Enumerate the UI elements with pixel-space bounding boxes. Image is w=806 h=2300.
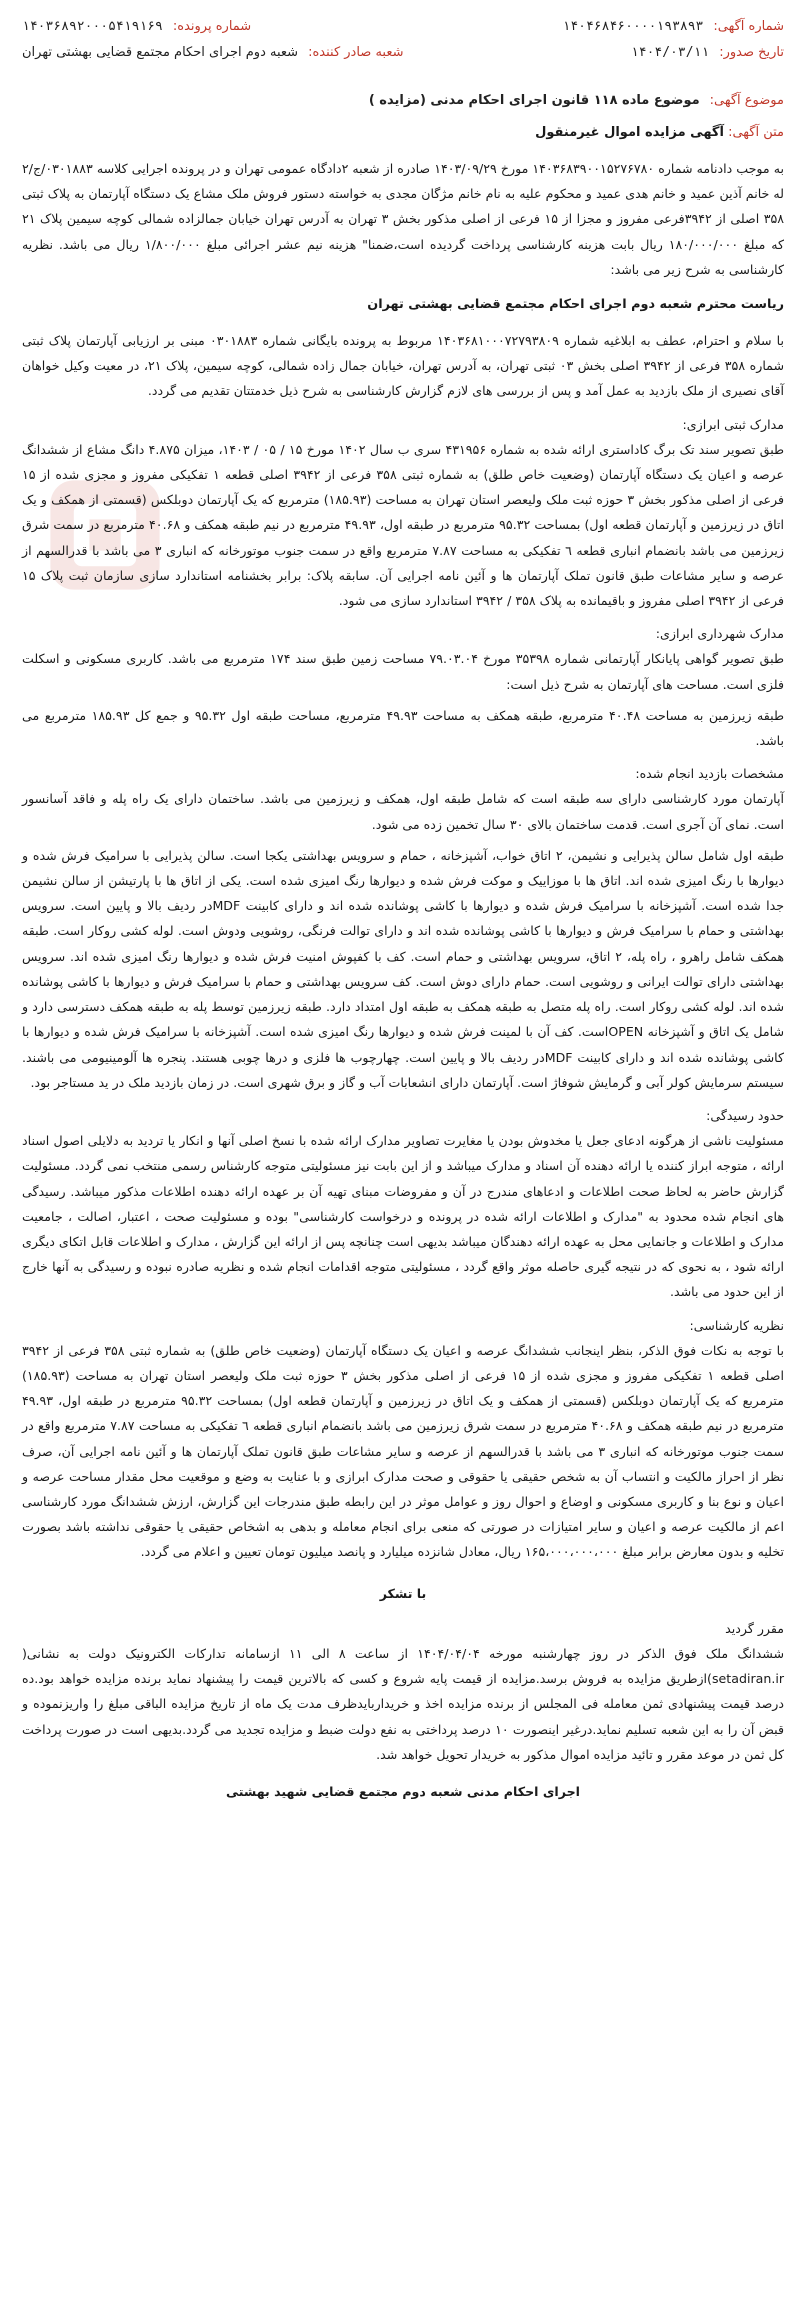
addressee: ریاست محترم شعبه دوم اجرای احکام مجتمع قضایی بهشتی تهران [367, 297, 784, 313]
municipal-paragraph: طبق تصویر گواهی پایانکار آپارتمانی شماره ۳۵۳۹۸ مورخ ۷۹.۰۳.۰۴ مساحت زمین طبق سند ۱۷۴ مترمربع می باشد. کاربری مسکونی و اسکلت فلزی است. مساحت های آپارتمان به شرح ذیل است: [22, 651, 784, 692]
registration-paragraph: طبق تصویر سند تک برگ کاداستری ارائه شده به شماره ۴۳۱۹۵۶ سری ب سال ۱۴۰۲ مورخ ۱۵ / ۰۵ / ۱۴۰۳، میزان ۴.۸۷۵ دانگ مشاع از ششدانگ عرصه و اعیان یک دستگاه آپارتمان (وضعیت خاص طلق) به شماره ثبتی ۳۵۸ فرعی از ۳۹۴۲ اصلی قطعه ۱ تفکیکی مفروز و مجزی شده از ۱۵ فرعی از اصلی مذکور بخش ۳ حوزه ثبت ملک ولیعصر استان تهران به مساحت (۱۸۵.۹۳) مترمربع که یک آپارتمان دوبلکس (قسمتی از همکف و یک اتاق در زیرزمین و آپارتمان قطعه اول) بمساحت ۹۵.۳۲ مترمربع در طبقه اول، ۴۹.۹۳ مترمربع در نیم طبقه همکف و ۴۰.۶۸ مترمربع در سمت شرق زیرزمین می باشد بانضمام انباری قطعه ٦ تفکیکی به مساحت ۷.۸۷ مترمربع واقع در سمت جنوب موتورخانه که انباری ۳ می باشد با قدرالسهم از عرصه و سایر مشاعات طبق قانون تملک آپارتمان ها و آئین نامه اجرایی آن. سابقه پلاک: برابر بخشنامه استاندارد سازی سازمان ثبت پلاک ۱۵ فرعی از ۳۹۴۲ اصلی مفروز و باقیمانده به پلاک ۳۵۸ / ۳۹۴۲ استاندارد سازی می شود. [22, 441, 785, 609]
ad-number-row [563, 14, 785, 40]
visit-paragraph-2: طبقه اول شامل سالن پذیرایی و نشیمن، ۲ اتاق خواب، آشپزخانه ، حمام و سرویس بهداشتی یکجا است. سالن پذیرایی با سرامیک فرش شده و دیوارها با رنگ امیزی شده اند. اتاق ها با موزاییک و موکت فرش شده و دیوارها رنگ امیزی شده است. یکی از اتاق ها با پارتیشن از سالن نشیمن جدا شده است. آشپزخانه با سرامیک فرش شده و دیوارها با کاشی پوشانده شده اند و دارای کابینت MDFدر ردیف بالا و پایین است. سرویس بهداشتی و حمام با سرامیک فرش و دیوارها با کاشی پوشانده شده اند و دارای توالت فرنگی، روشویی ودوش است. لوله کشی روکار است. طبقه همکف شامل راهرو ، راه پله، ۲ اتاق، سرویس بهداشتی و حمام است. کف با کفپوش امنیت فرش شده و دیوارها رنگ امیزی شده اند. سرویس بهداشتی دارای توالت ایرانی و روشویی است. حمام دارای دوش است. کف سرویس بهداشتی و حمام با سرامیک فرش و دیوارها با کاشی پوشانده شده اند. لوله کشی روکار است. راه پله متصل به طبقه همکف به طبقه اول امتداد دارد. طبقه زیرزمین توسط پله به طبقه همکف دسترسی دارد و شامل یک اتاق و آشپزخانه OPENاست. کف آن با لمینت فرش شده و دیوارها رنگ امیزی شده است. آشپزخانه با سرامیک فرش شده و دیوارها با کاشی پوشانده شده اند و دارای کابینت MDFدر ردیف بالا و پایین است. چهارچوب ها فلزی و درها چوبی هستند. پنجره ها آلومینیومی می باشند. سیستم سرمایش کولر آبی و گرمایش شوفاژ است. آپارتمان دارای انشعابات آب و گاز و برق شهری است. در زمان بازدید ملک در ید مستاجر بود. [22, 847, 785, 1090]
visit-heading: مشخصات بازدید انجام شده: [635, 766, 784, 782]
file-number-label: شماره پرونده: [172, 19, 252, 34]
topic-row [22, 88, 784, 114]
greeting-paragraph: با سلام و احترام، عطف به ابلاغیه شماره ۱۴۰۳۶۸۱۰۰۰۷۲۷۹۳۸۰۹ مربوط به پرونده بایگانی شماره ۰۳۰۱۸۸۳ مبنی بر ارزیابی آپارتمان پلاک ثبتی شماره ۳۵۸ فرعی از ۳۹۴۲ اصلی بخش ۰۳ ثبتی تهران، به آدرس تهران، خیابان جمال زاده شمالی، کوچه سیمین، پلاک ۲۱، در معیت وکیل خواهان آقای نصیری از ملک بازدید به عمل آمد و پس از بررسی های لازم گزارش کارشناسی به شرح ذیل خدمتتان تقدیم می گردد. [22, 333, 785, 399]
intro-paragraph: به موجب دادنامه شماره ۱۴۰۳۶۸۳۹۰۰۱۵۲۷۶۷۸۰ مورخ ۱۴۰۳/۰۹/۲۹ صادره از شعبه ۲دادگاه عمومی تهران و در پرونده اجرایی کلاسه ۰۳۰۱۸۸۳/ج/۲ له خانم آذین عمید و خانم هدی عمید و محکوم علیه به نام خانم مژگان مجدی به خواسته دستور فروش ملک مشاع یک دستگاه آپارتمان به پلاک ثبتی ۳۵۸ اصلی از ۳۹۴۲فرعی مفروز و مجزا از ۱۵ فرعی از اصلی مذکور بخش ۳ تهران به آدرس تهران خیابان جمالزاده شمالی کوچه سیمین پلاک ۲۱ که مبلغ ۱۸۰/۰۰۰/۰۰۰ ریال بابت هزینه کارشناسی پرداخت گردیده است،ضمنا" هزینه نیم عشر اجرائی مبلغ ۱/۸۰۰/۰۰۰ ریال می باشد. نظریه کارشناسی به شرح زیر می باشد: [22, 161, 785, 277]
notice-meta [22, 14, 784, 40]
opinion-heading: نظریه کارشناسی: [689, 1317, 784, 1333]
auction-paragraph: ششدانگ ملک فوق الذکر در روز چهارشنبه مورخه ۱۴۰۴/۰۴/۰۴ از ساعت ۸ الی ۱۱ ازسامانه تدارکات الکترونیک دولت به نشانی( setadiran.ir)ازطریق مزایده به فروش برسد.مزایده از قیمت پایه شروع و کسی که بالاترین قیمت را پیشنهاد نماید برنده مزایده خواهد بود.ده درصد قیمت پیشنهادی ثمن معامله فی المجلس از برنده مزایده اخذ و خریداربایدظرف مدت یک ماه از تاریخ مزایده الباقی مبلغ را واریزنموده و قبض آن را به این شعبه تسلیم نماید.درغیر اینصورت ۱۰ درصد پرداختی به نفع دولت ضبط و مزایده تجدید می گردد.بدیهی است در صورت پرداخت کل ثمن در موعد مقرر و تائید مزایده اموال مذکور به خریدار تحویل خواهد شد. [22, 1645, 784, 1762]
ad-text-row [22, 120, 784, 146]
file-number-row [22, 14, 251, 40]
ad-title: آگهی مزایده اموال غیرمنقول [535, 125, 724, 140]
registration-heading: مدارک ثبتی ابرازی: [682, 416, 784, 432]
issuer-label: شعبه صادر کننده: [308, 45, 404, 60]
issue-date-label: تاریخ صدور: [719, 45, 784, 60]
thanks-text: با تشکر [379, 1585, 427, 1601]
ad-number-label: شماره آگهی: [713, 19, 784, 34]
issuer-row [22, 40, 404, 66]
topic-value: موضوع ماده ۱۱۸ قانون اجرای احکام مدنی (مزایده ) [368, 93, 700, 108]
issue-date: ۱۴۰۴/۰۳/۱۱ [630, 45, 710, 60]
ad-number: ۱۴۰۴۶۸۴۶۰۰۰۰۱۹۳۸۹۳ [562, 19, 704, 34]
visit-paragraph-1: آپارتمان مورد کارشناسی دارای سه طبقه است که شامل طبقه اول، همکف و زیرزمین می باشد. ساختمان دارای یک راه پله و فاقد آسانسور است. نمای آن آجری است. قدمت ساختمان بالای ۳۰ سال تخمین زده می شود. [22, 791, 784, 832]
scope-heading: حدود رسیدگی: [706, 1107, 784, 1123]
ad-text-label: متن آگهی: [728, 125, 784, 140]
greeting-section [22, 328, 784, 404]
municipal-heading: مدارک شهرداری ابرازی: [655, 626, 784, 642]
opinion-paragraph: با توجه به نکات فوق الذکر، بنظر اینجانب ششدانگ عرصه و اعیان یک دستگاه آپارتمان (وضعیت خاص طلق) به شماره ثبتی ۳۵۸ فرعی از ۳۹۴۲ اصلی قطعه ۱ تفکیکی مفروز و مجزی شده از ۱۵ فرعی از اصلی مذکور بخش ۳ حوزه ثبت ملک ولیعصر استان تهران به مساحت (۱۸۵.۹۳) مترمربع که یک آپارتمان دوبلکس (قسمتی از همکف و یک اتاق در زیرزمین و آپارتمان قطعه اول) بمساحت ۹۵.۳۲ مترمربع در طبقه اول، ۴۹.۹۳ مترمربع در نیم طبقه همکف و ۴۰.۶۸ مترمربع در سمت شرق زیرزمین می باشد بانضمام انباری قطعه ٦ تفکیکی به مساحت ۷.۸۷ مترمربع واقع در سمت جنوب موتورخانه که انباری ۳ می باشد با قدرالسهم از عرصه و سایر مشاعات طبق قانون تملک آپارتمان ها و آئین نامه اجرایی آن، صرف نظر از احراز مالکیت و انتساب آن به شخص حقیقی یا حقوقی و صحت مدارک ابرازی و با عنایت به وضع و موقعیت محل مقدار مساحت عرصه و اعیان و نوع بنا و کاربری مسکونی و اوضاع و احوال روز و عوامل موثر در این رابطه طبق مندرجات این گزارش، ارزش ششدانگ مورد کارشناسی اعم از مالکیت عرصه و اعیان و سایر امتیازات در صورتی که منعی برای انجام معامله و بدهی به اشخاص حقیقی یا حقوقی نداشته باشد بصورت تخلیه و بدون معارض برابر مبلغ ۱۶۵،۰۰۰،۰۰۰،۰۰۰ ریال، معادل شانزده میلیارد و پانصد میلیون تومان تعیین و اعلام می گردد. [22, 1342, 784, 1560]
scope-paragraph: مسئولیت ناشی از هرگونه ادعای جعل یا مخدوش بودن یا مغایرت تصاویر مدارک ارائه شده با نسخ اصلی آنها و انکار یا تردید به دلایلی اصول اسناد ارائه ، متوجه ابراز کننده یا ارائه دهنده آن اسناد و مدارک میباشد و از این بابت نیز مسئولیتی متوجه کارشناس رسمی منتخب نمی گردد. مسئولیت گزارش حاضر به لحاظ صحت اطلاعات و ادعاهای مندرج در آن و مفروضات مبنای تهیه آن بر عهده ارائه دهنده اطلاعات مذکور میباشد. رسیدگی های انجام شده محدود به "مدارک و اطلاعات ارائه شده در پرونده و درخواست کارشناسی" بوده و مسئولیت صحت ، اعتبار، اصالت ، جامعیت مدارک و اطلاعات و جانمایی محل به عهده ارائه دهندگان میباشد بدیهی است چنانچه پس از ارائه این گزارش ، مدارک و اطلاعات قابل اتکای دیگری ارائه شود ، به نحوی که در نتیجه گیری حاصله موثر واقع گردد ، مسئولیتی متوجه اقدامات انجام شده و نظریه صادره نبوده و رسیدگی به آنها خارج از این حدود می باشد. [22, 1133, 784, 1300]
issuer-name: شعبه دوم اجرای احکام مجتمع قضایی بهشتی تهران [22, 45, 299, 60]
intro-section [22, 156, 784, 282]
signature: اجرای احکام مدنی شعبه دوم مجتمع قضایی شهید بهشتی [226, 1783, 580, 1799]
topic-label: موضوع آگهی: [709, 93, 784, 108]
decree-heading: مقرر گردید [725, 1620, 784, 1636]
area-paragraph: طبقه زیرزمین به مساحت ۴۰.۴۸ مترمربع، طبقه همکف به مساحت ۴۹.۹۳ مترمربع، مساحت طبقه اول ۹۵.۳۲ و جمع کل ۱۸۵.۹۳ مترمربع می باشد. [22, 707, 785, 749]
notice-meta-2 [22, 40, 784, 66]
file-number: ۱۴۰۳۶۸۹۲۰۰۰۵۴۱۹۱۶۹ [22, 19, 163, 34]
issue-date-row [631, 40, 784, 66]
